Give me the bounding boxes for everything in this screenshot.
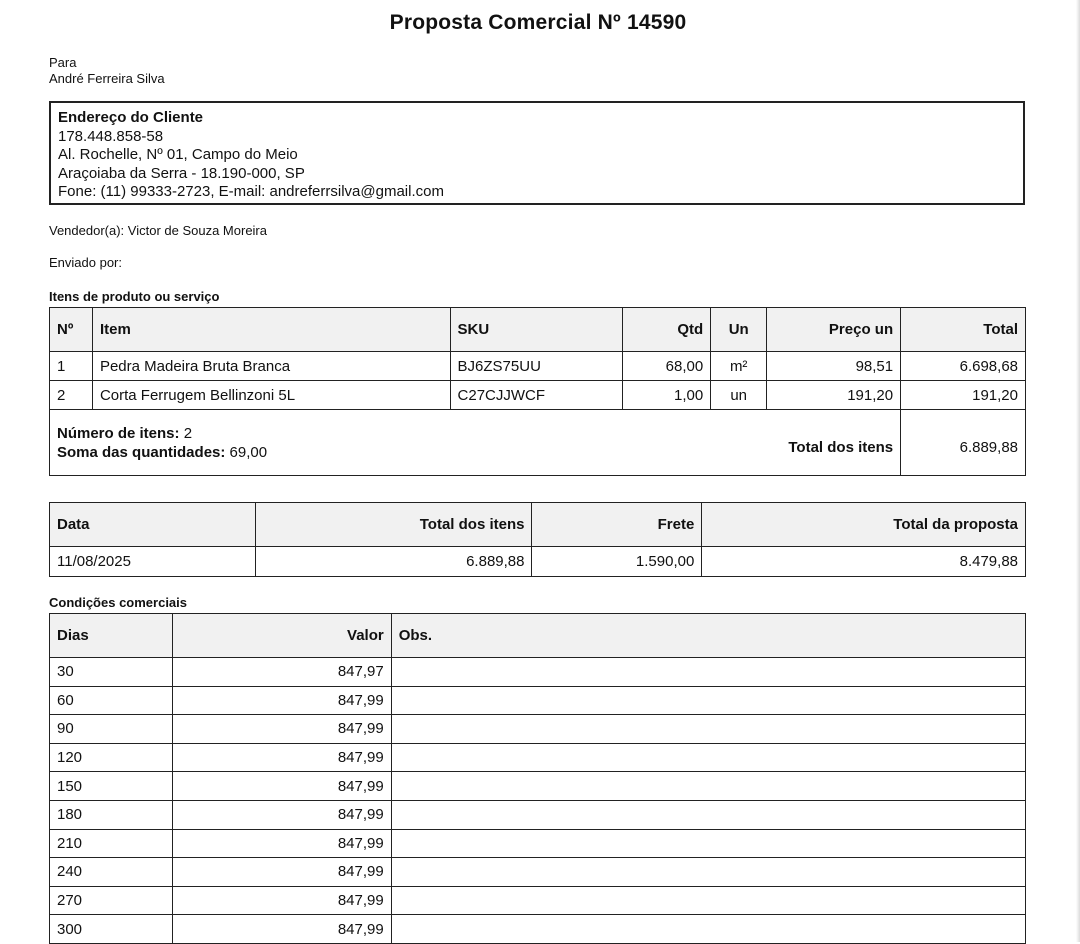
col-header-qtd: Qtd xyxy=(623,308,711,352)
table-row xyxy=(50,352,1026,381)
items-qty-value: 69,00 xyxy=(229,443,268,461)
condition-obs xyxy=(391,715,1025,744)
condition-value: 847,99 xyxy=(172,715,391,744)
table-row xyxy=(50,772,1026,801)
col-header-no: Nº xyxy=(50,308,93,352)
condition-value: 847,99 xyxy=(172,915,391,944)
items-table xyxy=(49,307,1026,476)
table-row xyxy=(50,743,1026,772)
condition-obs xyxy=(391,658,1025,687)
condition-days: 90 xyxy=(50,715,173,744)
items-qty-label: Soma das quantidades: xyxy=(57,443,226,461)
item-price: 191,20 xyxy=(767,381,901,410)
condition-obs xyxy=(391,800,1025,829)
table-row xyxy=(50,858,1026,887)
items-qty-line xyxy=(57,443,760,462)
condition-obs xyxy=(391,858,1025,887)
recipient-name: André Ferreira Silva xyxy=(49,71,165,86)
col-header-item: Item xyxy=(92,308,450,352)
col-header-proposal-total: Total da proposta xyxy=(702,503,1026,547)
item-total: 6.698,68 xyxy=(901,352,1026,381)
totals-header-row xyxy=(50,503,1026,547)
condition-days: 240 xyxy=(50,858,173,887)
table-row xyxy=(50,915,1026,944)
item-name: Corta Ferrugem Bellinzoni 5L xyxy=(92,381,450,410)
col-header-value: Valor xyxy=(172,614,391,658)
item-no: 1 xyxy=(50,352,93,381)
item-qtd: 1,00 xyxy=(623,381,711,410)
page-edge-shadow xyxy=(1076,0,1080,942)
col-header-total: Total xyxy=(901,308,1026,352)
items-count-value: 2 xyxy=(183,424,193,442)
col-header-freight: Frete xyxy=(532,503,702,547)
items-count-line xyxy=(57,424,760,443)
items-summary-counts xyxy=(50,410,767,476)
item-total: 191,20 xyxy=(901,381,1026,410)
col-header-days: Dias xyxy=(50,614,173,658)
recipient-label: Para xyxy=(49,55,77,70)
col-header-date: Data xyxy=(50,503,256,547)
client-contact: Fone: (11) 99333-2723, E-mail: andreferrsilva@gmail.com xyxy=(58,183,444,200)
items-header-row xyxy=(50,308,1026,352)
items-section-label: Itens de produto ou serviço xyxy=(49,289,220,304)
table-row xyxy=(50,829,1026,858)
item-no: 2 xyxy=(50,381,93,410)
proposal-freight: 1.590,00 xyxy=(532,547,702,577)
proposal-date: 11/08/2025 xyxy=(50,547,256,577)
conditions-section-label: Condições comerciais xyxy=(49,595,187,610)
condition-days: 300 xyxy=(50,915,173,944)
table-row xyxy=(50,381,1026,410)
conditions-table xyxy=(49,613,1026,944)
item-un: un xyxy=(711,381,767,410)
item-name: Pedra Madeira Bruta Branca xyxy=(92,352,450,381)
condition-value: 847,99 xyxy=(172,800,391,829)
totals-values-row xyxy=(50,547,1026,577)
col-header-items-total: Total dos itens xyxy=(255,503,532,547)
condition-value: 847,99 xyxy=(172,743,391,772)
condition-obs xyxy=(391,829,1025,858)
item-price: 98,51 xyxy=(767,352,901,381)
condition-obs xyxy=(391,743,1025,772)
items-total-label: Total dos itens xyxy=(767,410,901,476)
client-address-heading: Endereço do Cliente xyxy=(58,109,204,126)
condition-value: 847,99 xyxy=(172,686,391,715)
item-qtd: 68,00 xyxy=(623,352,711,381)
condition-days: 120 xyxy=(50,743,173,772)
items-summary-row xyxy=(50,410,1026,476)
condition-days: 270 xyxy=(50,886,173,915)
recipient-block xyxy=(49,55,165,87)
col-header-price: Preço un xyxy=(767,308,901,352)
sent-by-line: Enviado por: xyxy=(49,255,122,270)
page-title: Proposta Comercial Nº 14590 xyxy=(389,11,687,34)
condition-obs xyxy=(391,886,1025,915)
condition-obs xyxy=(391,772,1025,801)
table-row xyxy=(50,658,1026,687)
col-header-un: Un xyxy=(711,308,767,352)
client-street: Al. Rochelle, Nº 01, Campo do Meio xyxy=(58,146,298,163)
client-address-box xyxy=(49,101,1025,205)
condition-days: 30 xyxy=(50,658,173,687)
condition-days: 210 xyxy=(50,829,173,858)
seller-line: Vendedor(a): Victor de Souza Moreira xyxy=(49,223,267,238)
item-un: m² xyxy=(711,352,767,381)
condition-value: 847,99 xyxy=(172,886,391,915)
table-row xyxy=(50,886,1026,915)
condition-days: 180 xyxy=(50,800,173,829)
conditions-header-row xyxy=(50,614,1026,658)
item-sku: BJ6ZS75UU xyxy=(450,352,623,381)
client-document: 178.448.858-58 xyxy=(58,127,164,145)
col-header-sku: SKU xyxy=(450,308,623,352)
table-row xyxy=(50,800,1026,829)
items-count-label: Número de itens: xyxy=(57,424,180,442)
totals-table xyxy=(49,502,1026,577)
col-header-obs: Obs. xyxy=(391,614,1025,658)
proposal-items-total: 6.889,88 xyxy=(255,547,532,577)
proposal-total: 8.479,88 xyxy=(702,547,1026,577)
condition-days: 60 xyxy=(50,686,173,715)
table-row xyxy=(50,715,1026,744)
client-city: Araçoiaba da Serra - 18.190-000, SP xyxy=(58,164,305,182)
condition-obs xyxy=(391,686,1025,715)
condition-value: 847,97 xyxy=(172,658,391,687)
condition-value: 847,99 xyxy=(172,858,391,887)
condition-days: 150 xyxy=(50,772,173,801)
items-total-value: 6.889,88 xyxy=(901,410,1026,476)
condition-obs xyxy=(391,915,1025,944)
condition-value: 847,99 xyxy=(172,829,391,858)
condition-value: 847,99 xyxy=(172,772,391,801)
item-sku: C27CJJWCF xyxy=(450,381,623,410)
table-row xyxy=(50,686,1026,715)
